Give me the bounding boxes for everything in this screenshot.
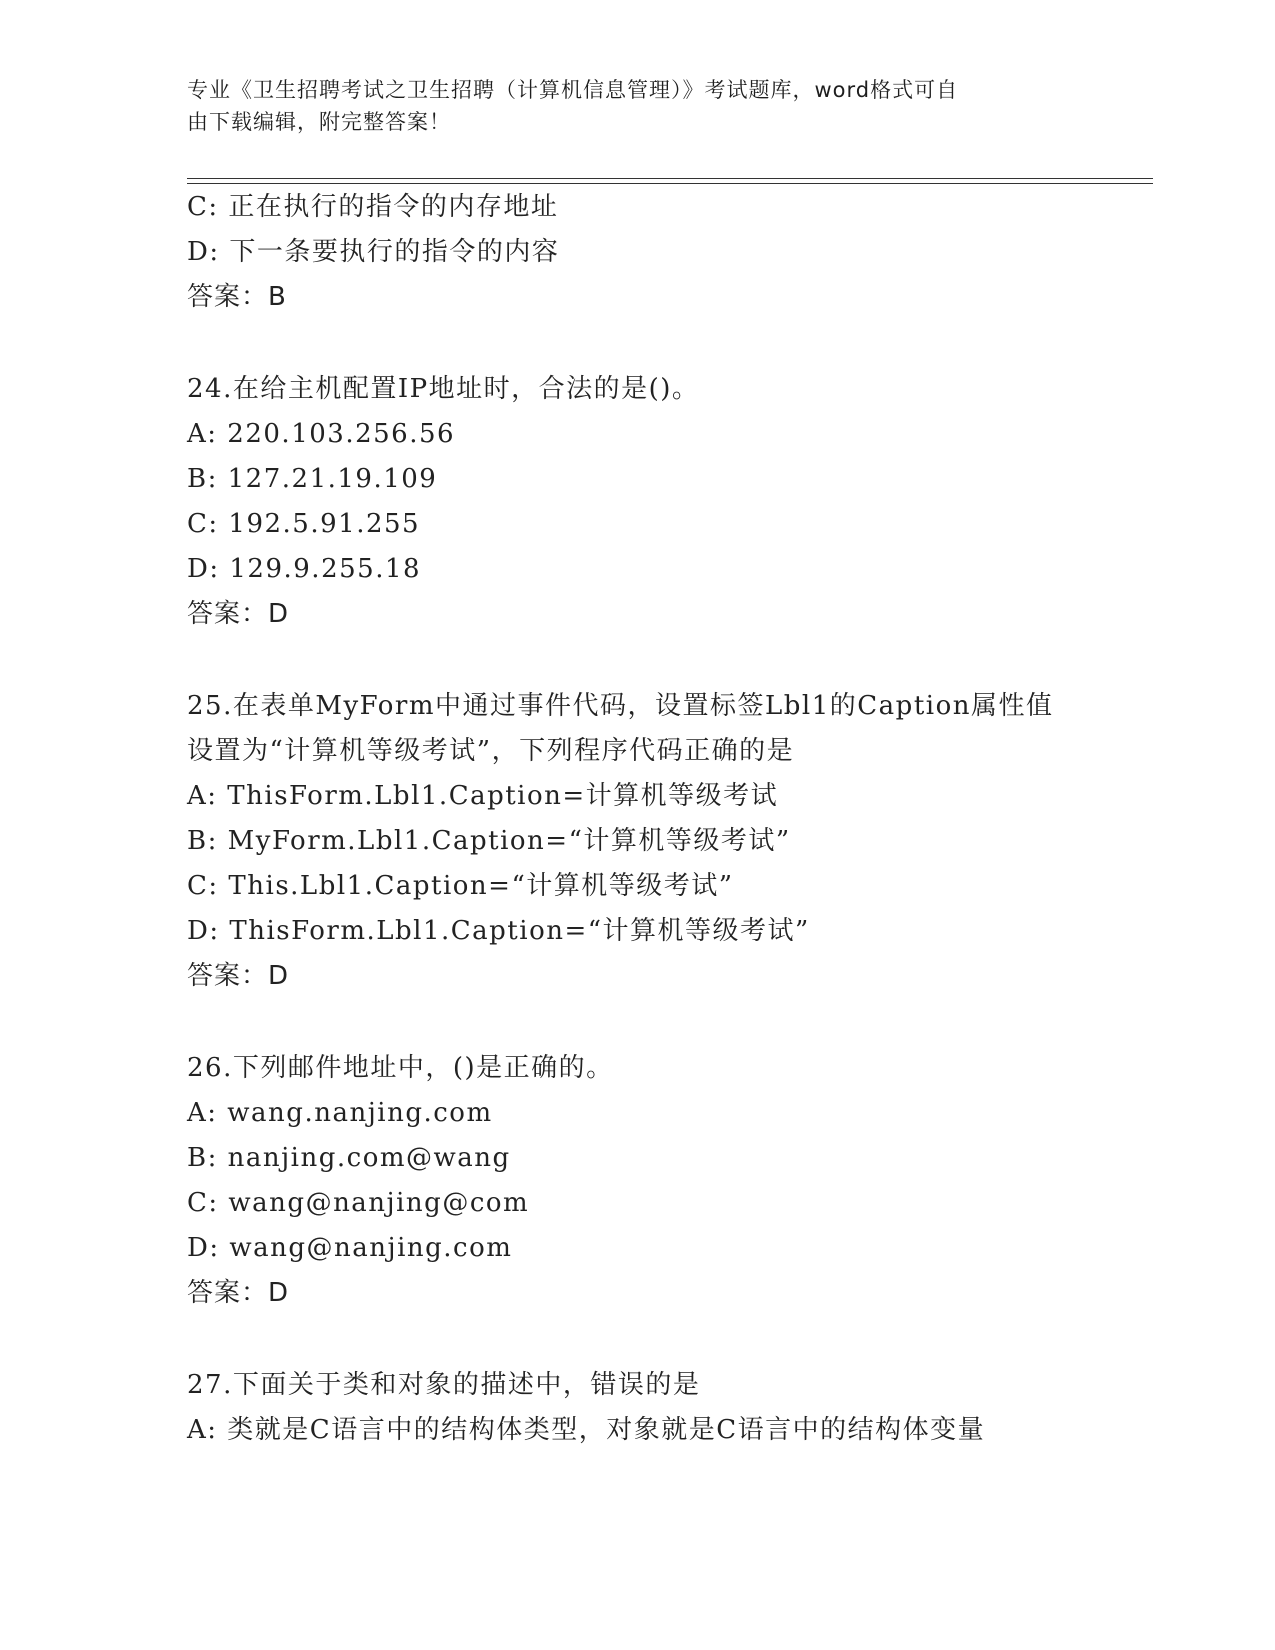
option-d: D: 下一条要执行的指令的内容: [187, 237, 560, 267]
option-b: B: nanjing.com@wang: [187, 1143, 511, 1173]
option-b: B: MyForm.Lbl1.Caption=“计算机等级考试”: [187, 826, 791, 856]
question-stem: 24.在给主机配置IP地址时，合法的是()。: [187, 374, 700, 404]
option-a: A: wang.nanjing.com: [187, 1098, 493, 1128]
option-c: C: 正在执行的指令的内存地址: [187, 192, 559, 222]
option-c: C: wang@nanjing@com: [187, 1188, 530, 1218]
answer: 答案：B: [187, 282, 287, 312]
option-d: D: 129.9.255.18: [187, 554, 422, 584]
option-c: C: This.Lbl1.Caption=“计算机等级考试”: [187, 871, 734, 901]
option-a: A: 类就是C语言中的结构体类型，对象就是C语言中的结构体变量: [187, 1415, 986, 1445]
header-line-2: 由下载编辑，附完整答案！: [187, 110, 451, 134]
header-rule-bottom: [187, 183, 1153, 184]
header-rule-top: [187, 178, 1153, 179]
option-c: C: 192.5.91.255: [187, 509, 421, 539]
question-stem: 25.在表单MyForm中通过事件代码，设置标签Lbl1的Caption属性值: [187, 691, 1054, 721]
option-b: B: 127.21.19.109: [187, 464, 438, 494]
option-a: A: ThisForm.Lbl1.Caption=计算机等级考试: [187, 781, 779, 811]
answer: 答案：D: [187, 961, 290, 991]
document-header: [187, 74, 1067, 138]
answer: 答案：D: [187, 1278, 290, 1308]
option-a: A: 220.103.256.56: [187, 419, 456, 449]
answer: 答案：D: [187, 599, 290, 629]
option-d: D: wang@nanjing.com: [187, 1233, 513, 1263]
question-stem-continued: 设置为“计算机等级考试”，下列程序代码正确的是: [187, 736, 795, 766]
option-d: D: ThisForm.Lbl1.Caption=“计算机等级考试”: [187, 916, 810, 946]
question-stem: 27.下面关于类和对象的描述中，错误的是: [187, 1370, 701, 1400]
question-stem: 26.下列邮件地址中，()是正确的。: [187, 1053, 614, 1083]
header-line-1: 专业《卫生招聘考试之卫生招聘（计算机信息管理）》考试题库，word格式可自: [187, 78, 959, 102]
